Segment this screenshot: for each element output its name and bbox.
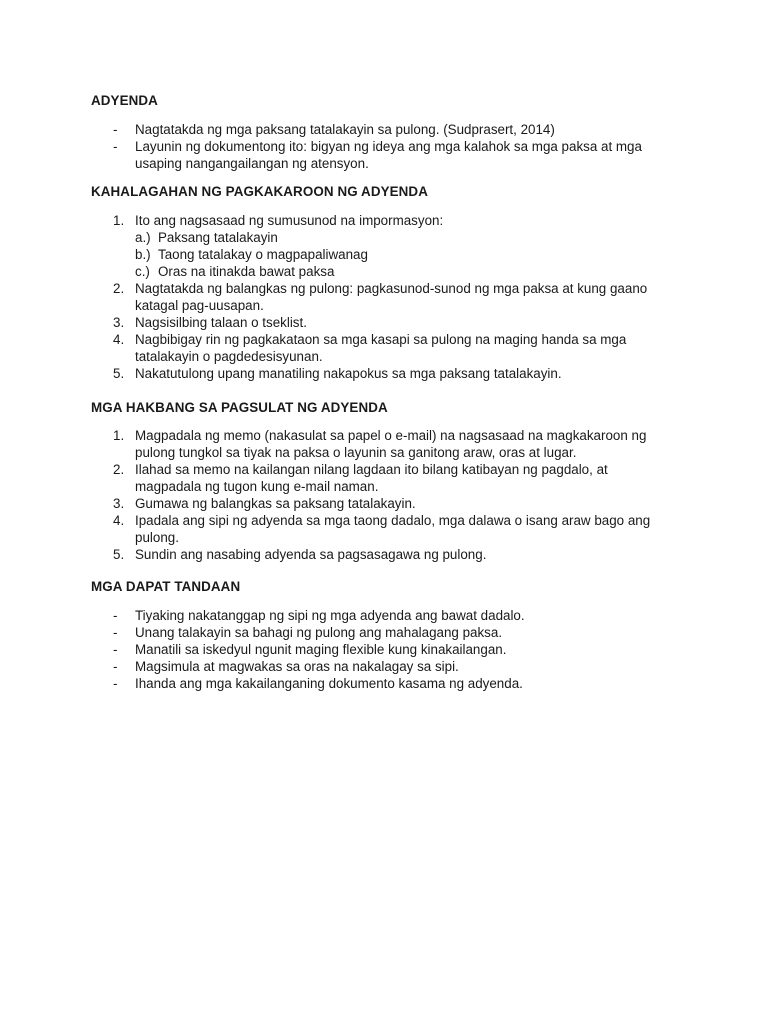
list-marker: - — [113, 625, 118, 640]
list-item-text: Layunin ng dokumentong ito: bigyan ng ideya ang mga kalahok sa mga paksa at mga usaping nangangailangan ng atensyon. — [135, 139, 642, 171]
list-item — [0, 675, 768, 692]
list-item — [0, 212, 768, 280]
list-marker: 2. — [113, 462, 125, 477]
list-item-text: Ilahad sa memo na kailangan nilang lagdaan ito bilang katibayan ng pagdalo, at magpadala ng tugon kung e-mail naman. — [135, 462, 608, 494]
list-item — [0, 121, 768, 138]
list-marker: - — [113, 642, 118, 657]
list-item-text: Nagtatakda ng mga paksang tatalakayin sa pulong. (Sudprasert, 2014) — [135, 122, 555, 137]
sub-list-item — [0, 229, 768, 246]
list-item — [0, 365, 768, 382]
section-heading: MGA DAPAT TANDAAN — [91, 579, 241, 594]
list-item-text: Nagtatakda ng balangkas ng pulong: pagkasunod-sunod ng mga paksa at kung gaano katagal pag-uusapan. — [135, 281, 648, 313]
sub-list-marker: a.) — [135, 230, 151, 245]
list-item — [0, 607, 768, 624]
section-heading: ADYENDA — [91, 93, 158, 108]
bullet-list — [0, 121, 768, 172]
list-item-text: Gumawa ng balangkas sa paksang tatalakayin. — [135, 496, 416, 511]
list-item — [0, 280, 768, 314]
list-item — [0, 624, 768, 641]
list-marker: 5. — [113, 366, 125, 381]
list-marker: - — [113, 608, 118, 623]
list-marker: - — [113, 139, 118, 154]
list-item-text: Nakatutulong upang manatiling nakapokus sa mga paksang tatalakayin. — [135, 366, 562, 381]
list-item-text: Magpadala ng memo (nakasulat sa papel o e-mail) na nagsasaad na magkakaroon ng pulong tungkol sa tiyak na paksa o layunin sa ganitong araw, oras at lugar. — [135, 428, 647, 460]
sub-list-item — [0, 263, 768, 280]
sub-list-marker: b.) — [135, 247, 151, 262]
list-item — [0, 546, 768, 563]
list-item — [0, 512, 768, 546]
list-marker: - — [113, 122, 118, 137]
list-marker: - — [113, 659, 118, 674]
list-item — [0, 427, 768, 461]
list-item-text: Magsimula at magwakas sa oras na nakalagay sa sipi. — [135, 659, 459, 674]
list-item — [0, 495, 768, 512]
bullet-list — [0, 607, 768, 692]
list-item-text: Sundin ang nasabing adyenda sa pagsasagawa ng pulong. — [135, 547, 487, 562]
list-item-text: Nagsisilbing talaan o tseklist. — [135, 315, 307, 330]
list-item-text: Ipadala ang sipi ng adyenda sa mga taong dadalo, mga dalawa o isang araw bago ang pulong. — [135, 513, 651, 545]
list-item — [0, 641, 768, 658]
list-item-text: Ihanda ang mga kakailanganing dokumento kasama ng adyenda. — [135, 676, 523, 691]
numbered-list — [0, 427, 768, 563]
list-marker: 3. — [113, 315, 125, 330]
list-item — [0, 461, 768, 495]
sub-list-item-text: Taong tatalakay o magpapaliwanag — [158, 247, 368, 262]
section-heading: MGA HAKBANG SA PAGSULAT NG ADYENDA — [91, 400, 388, 415]
sub-list-item — [0, 246, 768, 263]
list-marker: 4. — [113, 332, 125, 347]
list-marker: 1. — [113, 428, 125, 443]
list-marker: 5. — [113, 547, 125, 562]
list-marker: - — [113, 676, 118, 691]
list-item-text: Manatili sa iskedyul ngunit maging flexible kung kinakailangan. — [135, 642, 507, 657]
section-heading: KAHALAGAHAN NG PAGKAKAROON NG ADYENDA — [91, 184, 428, 199]
list-item — [0, 658, 768, 675]
list-marker: 2. — [113, 281, 125, 296]
sub-list-item-text: Paksang tatalakayin — [158, 230, 278, 245]
list-item-text: Tiyaking nakatanggap ng sipi ng mga adyenda ang bawat dadalo. — [135, 608, 525, 623]
list-item-text: Ito ang nagsasaad ng sumusunod na impormasyon: — [135, 213, 444, 228]
sub-list-marker: c.) — [135, 264, 150, 279]
list-item-text: Unang talakayin sa bahagi ng pulong ang mahalagang paksa. — [135, 625, 503, 640]
list-item-text: Nagbibigay rin ng pagkakataon sa mga kasapi sa pulong na maging handa sa mga tatalakayin o pagdedesisyunan. — [135, 332, 627, 364]
sub-list-item-text: Oras na itinakda bawat paksa — [158, 264, 335, 279]
list-item — [0, 331, 768, 365]
list-marker: 3. — [113, 496, 125, 511]
list-marker: 1. — [113, 213, 125, 228]
list-marker: 4. — [113, 513, 125, 528]
list-item — [0, 314, 768, 331]
list-item — [0, 138, 768, 172]
numbered-list — [0, 212, 768, 382]
